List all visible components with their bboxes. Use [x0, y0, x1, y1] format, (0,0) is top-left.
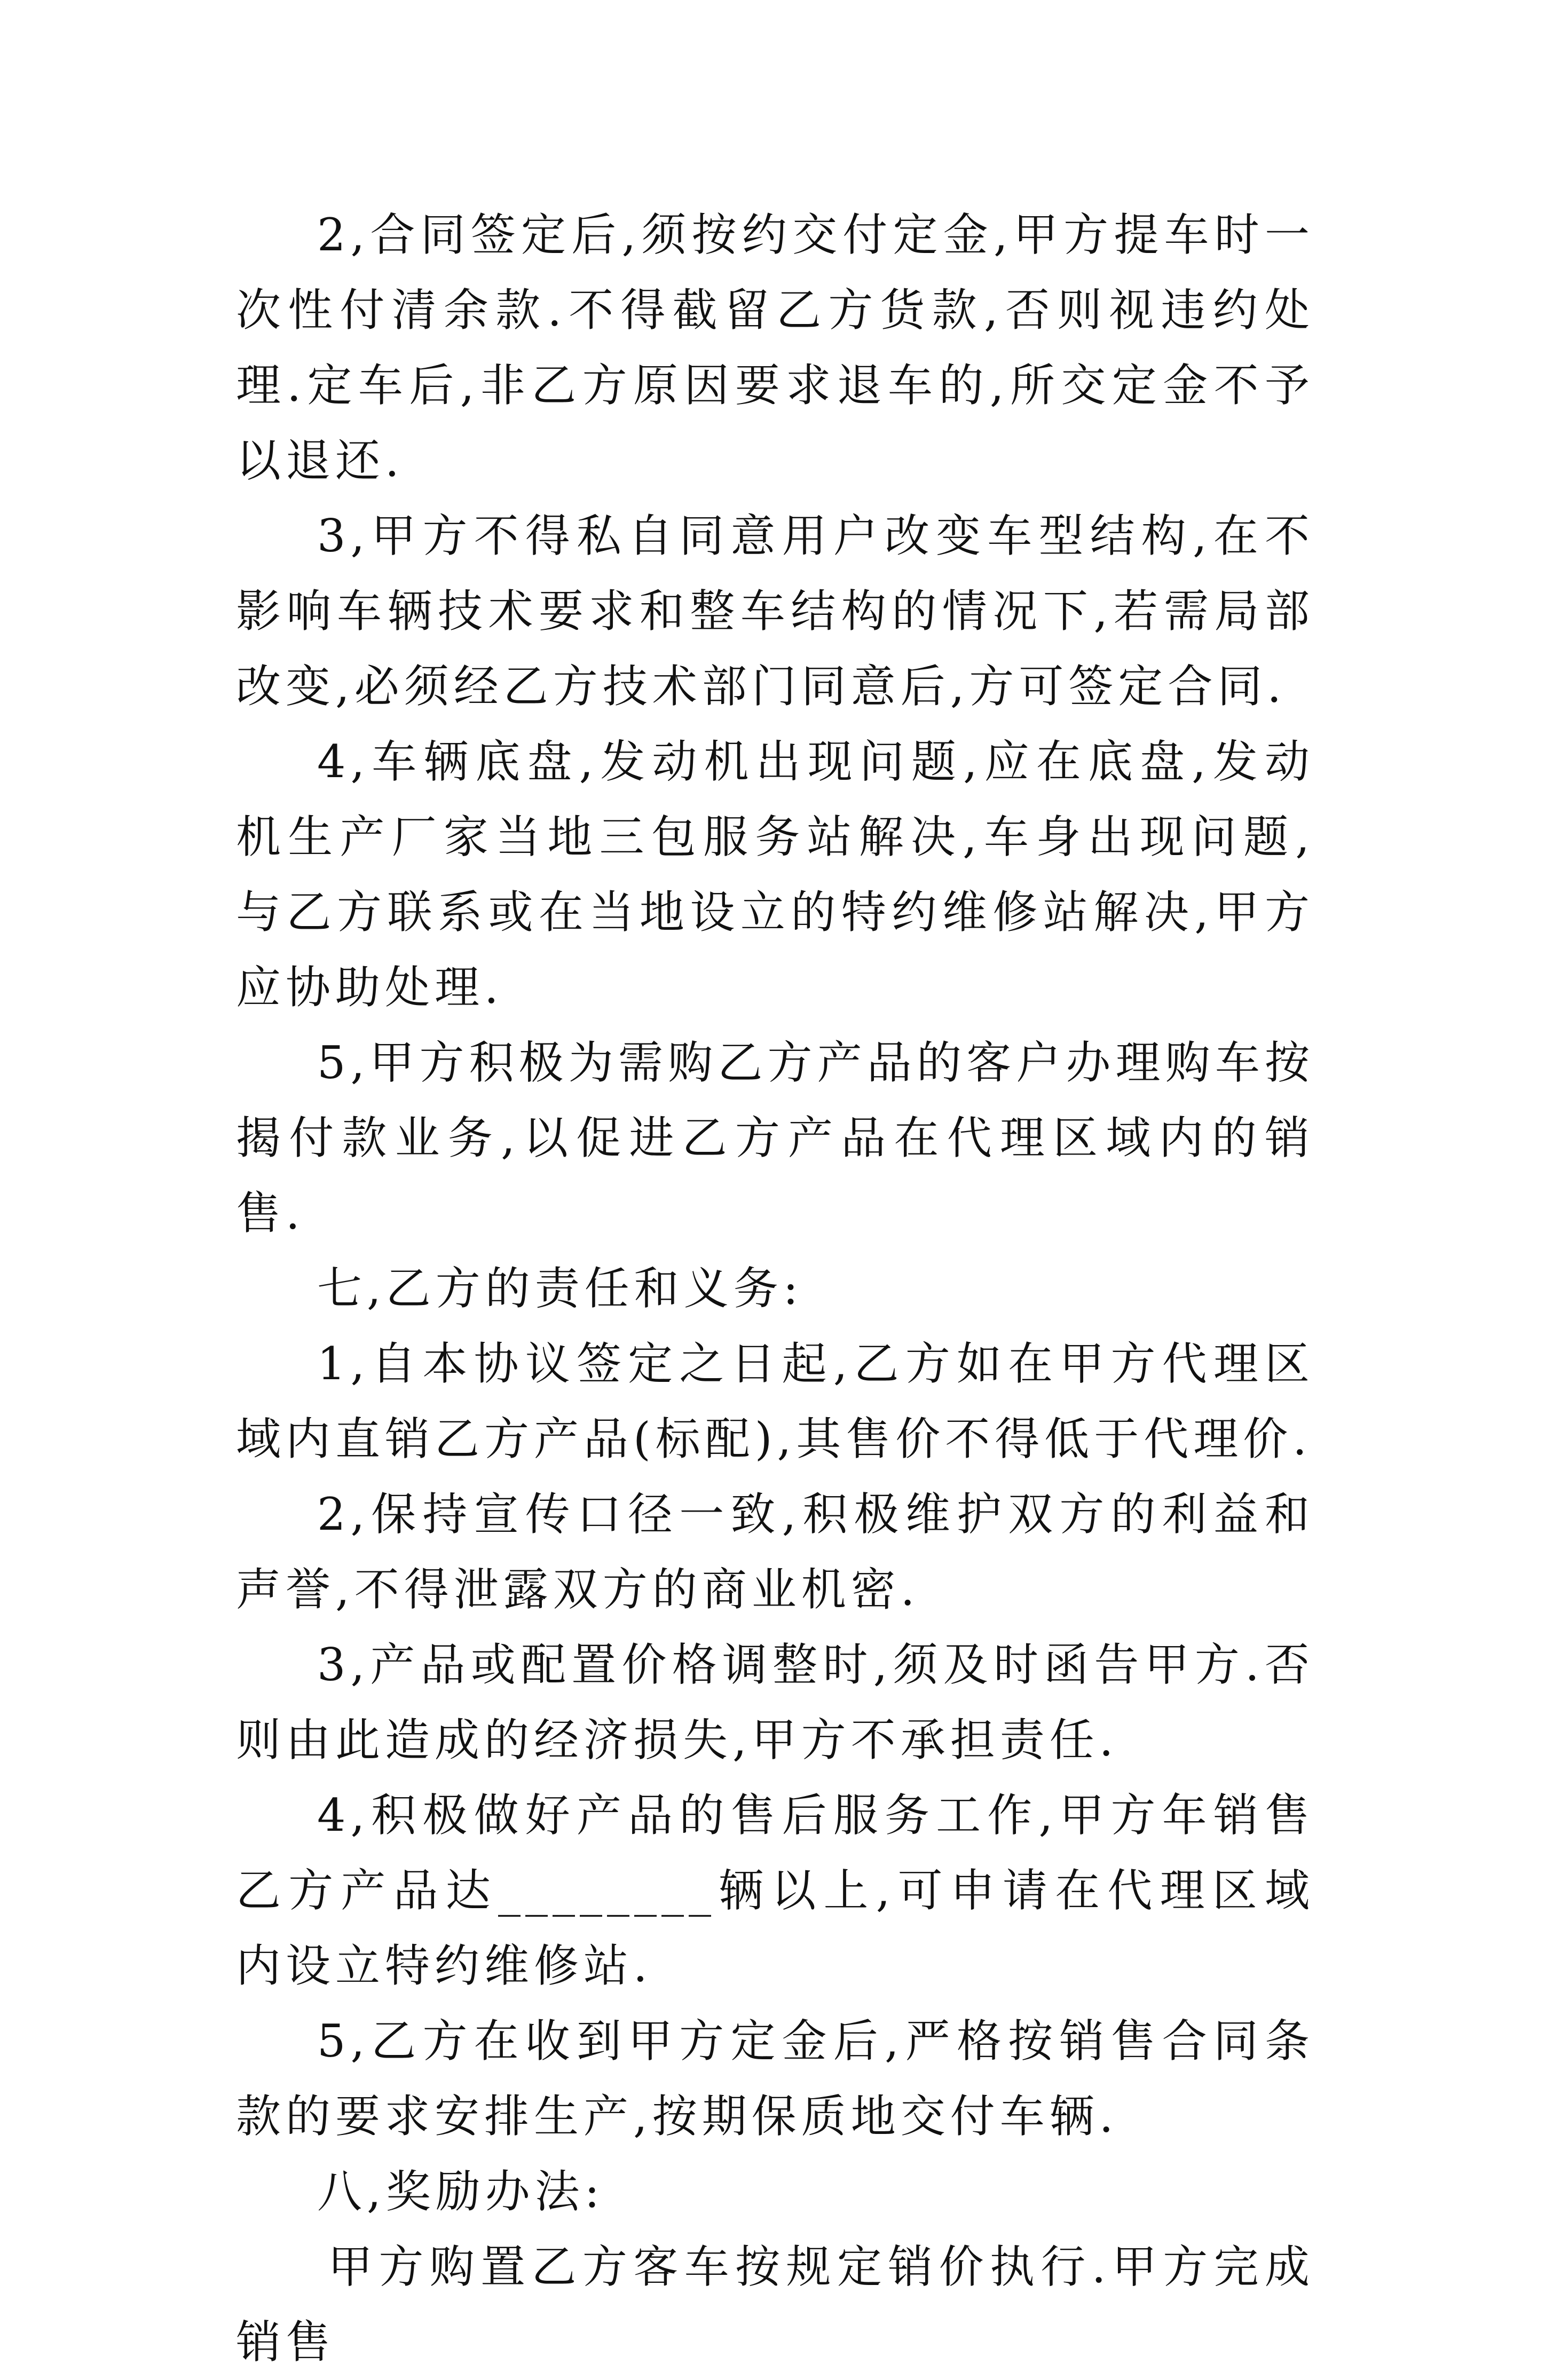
document-body	[236, 197, 1314, 2380]
paragraph-warranty-service: 4,车辆底盘,发动机出现问题,应在底盘,发动机生产厂家当地三包服务站解决,车身出现问题,与乙方联系或在当地设立的特约维修站解决,甲方应协助处理.	[236, 736, 1314, 1014]
paragraph-mortgage-business: 5,甲方积极为需购乙方产品的客户办理购车按揭付款业务,以促进乙方产品在代理区域内的销售.	[236, 1037, 1314, 1239]
paragraph-reward-terms: 甲方购置乙方客车按规定销价执行.甲方完成销售	[236, 2241, 1314, 2368]
paragraph-production-delivery: 5,乙方在收到甲方定金后,严格按销售合同条款的要求安排生产,按期保质地交付车辆.	[236, 2015, 1314, 2142]
paragraph-after-sales-service: 4,积极做好产品的售后服务工作,甲方年销售乙方产品达________辆以上,可申请在代理区域内设立特约维修站.	[236, 1789, 1314, 1992]
paragraph-deposit-payment: 2,合同签定后,须按约交付定金,甲方提车时一次性付清余款.不得截留乙方货款,否则视违约处理.定车后,非乙方原因要求退车的,所交定金不予以退还.	[236, 209, 1314, 487]
paragraph-direct-sales-price: 1,自本协议签定之日起,乙方如在甲方代理区域内直销乙方产品(标配),其售价不得低于代理价.	[236, 1338, 1314, 1465]
section-heading-party-b-duties: 七,乙方的责任和义务:	[317, 1262, 803, 1315]
paragraph-publicity-confidentiality: 2,保持宣传口径一致,积极维护双方的利益和声誉,不得泄露双方的商业机密.	[236, 1488, 1314, 1616]
paragraph-vehicle-modification: 3,甲方不得私自同意用户改变车型结构,在不影响车辆技术要求和整车结构的情况下,若需局部改变,必须经乙方技术部门同意后,方可签定合同.	[236, 510, 1314, 713]
section-heading-rewards: 八,奖励办法:	[317, 2165, 605, 2218]
paragraph-price-adjustment: 3,产品或配置价格调整时,须及时函告甲方.否则由此造成的经济损失,甲方不承担责任.	[236, 1639, 1314, 1766]
